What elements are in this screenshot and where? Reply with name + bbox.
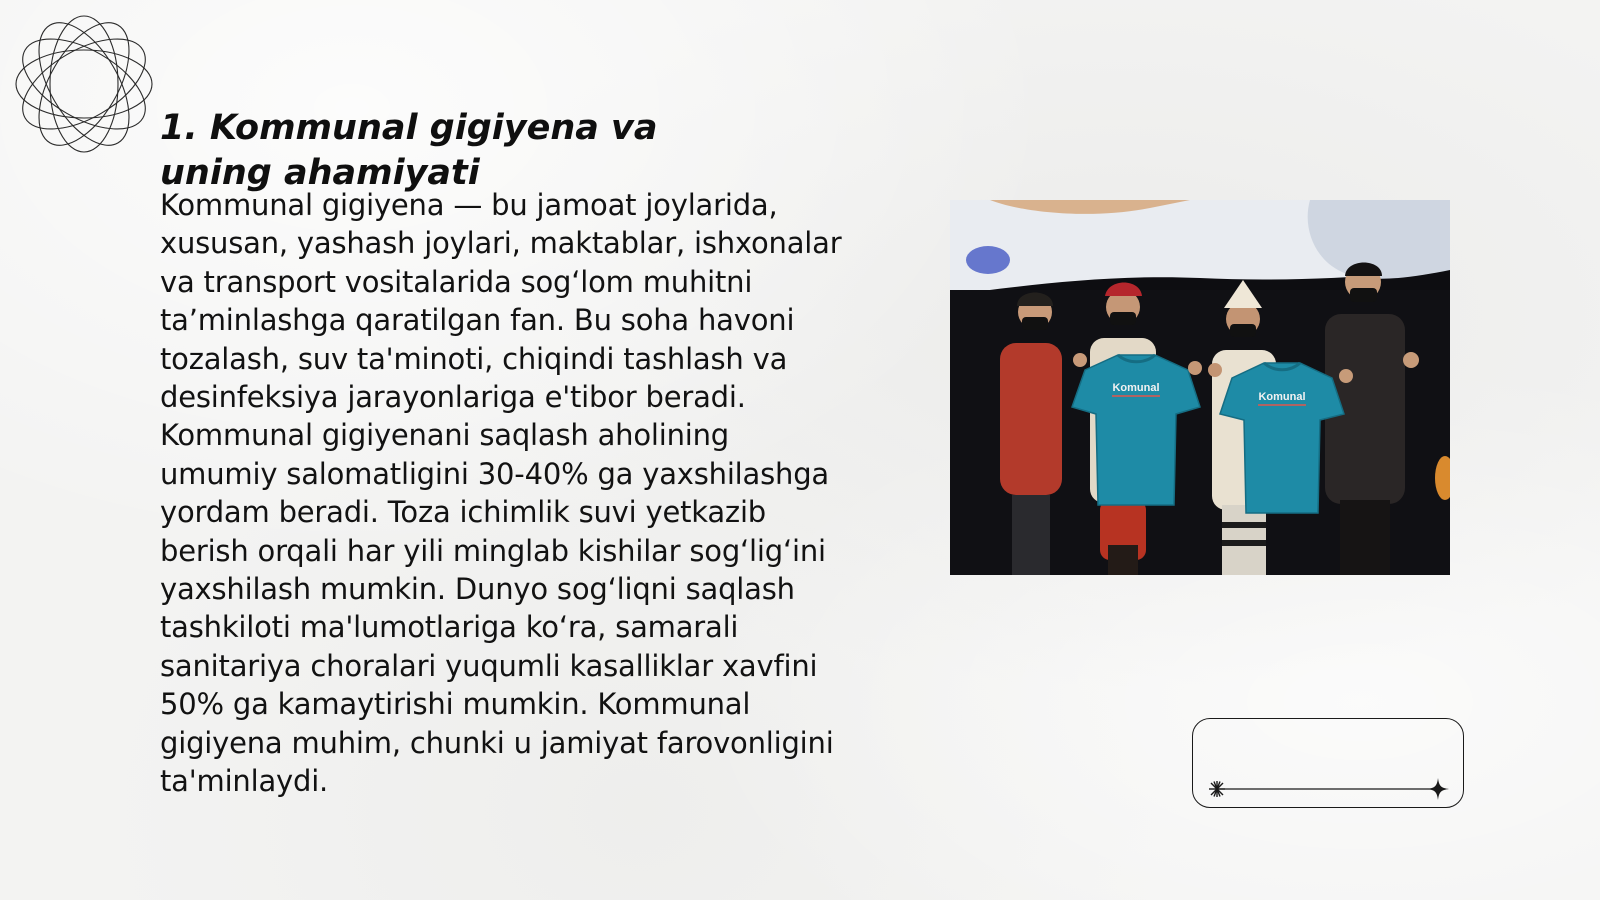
- sparkle-burst-icon: [1209, 781, 1225, 797]
- tshirt-logo-1: Komunal: [1112, 382, 1160, 394]
- tshirt-logo-2: Komunal: [1258, 391, 1306, 403]
- four-point-star-icon: [1427, 778, 1449, 800]
- event-photo: [950, 200, 1450, 575]
- card-line: [1193, 719, 1465, 809]
- spirograph-icon: [10, 10, 158, 158]
- slide-body-text: Kommunal gigiyena — bu jamoat joylarida, xususan, yashash joylari, maktablar, ishxonalar va transport vositalarida sog‘lom muhitni ta’minlashga qaratilgan fan. Bu soha havoni tozalash, suv ta'minoti, chiqindi tashlash va desinfeksiya jarayonlariga e'tibor beradi. Kommunal gigiyenani saqlash aholining umumiy salomatligini 30-40% ga yaxshilashga yordam beradi. Toza ichimlik suvi yetkazib berish orqali har yili minglab kishilar sog‘lig‘ini yaxshilash mumkin. Dunyo sog‘liqni saqlash tashkiloti ma'lumotlariga ko‘ra, samarali sanitariya choralari yuqumli kasalliklar xavfini 50% ga kamaytirishi mumkin. Kommunal gigiyena muhim, chunki u jamiyat farovonligini ta'minlaydi.: [160, 188, 842, 799]
- decorative-card: [1192, 718, 1464, 808]
- slide-title: 1. Kommunal gigiyena va uning ahamiyati: [160, 108, 658, 193]
- event-photo-illustration: [950, 200, 1450, 575]
